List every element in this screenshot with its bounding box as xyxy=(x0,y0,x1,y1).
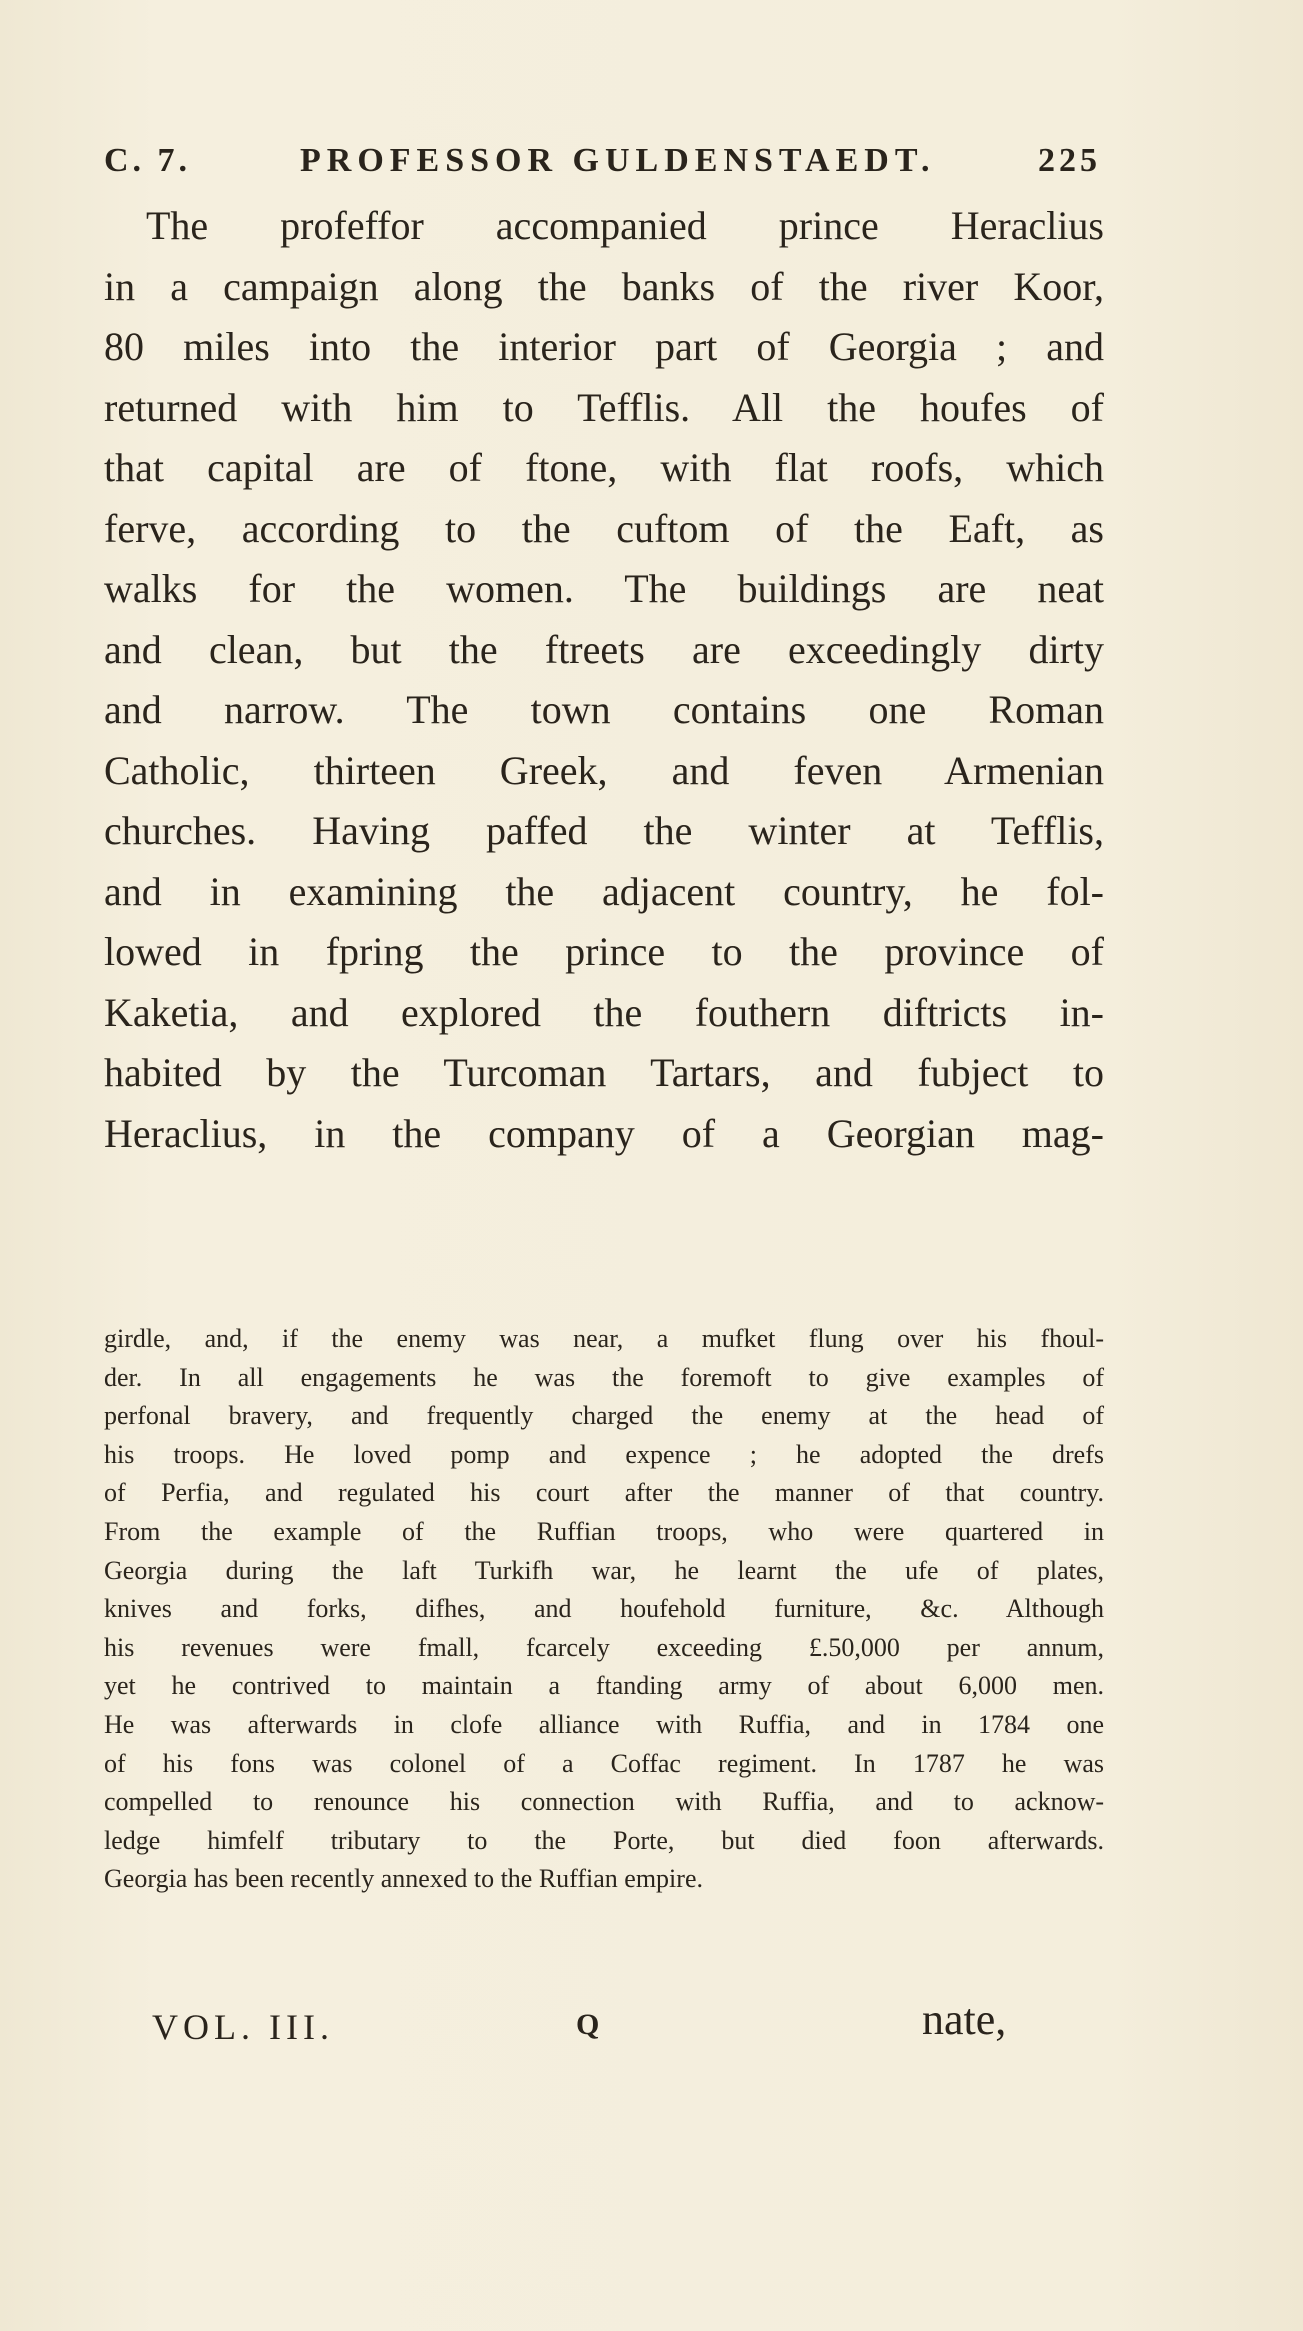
text-line: lowed in fpring the prince to the province of xyxy=(104,929,1104,974)
footnote-line: his troops. He loved pomp and expence ; he adopted the drefs xyxy=(104,1439,1104,1469)
text-line: Catholic, thirteen Greek, and feven Armenian xyxy=(104,747,1104,793)
footnote-line: He was afterwards in clofe alliance with Ruffia, and in 1784 one xyxy=(104,1709,1104,1739)
text-line: habited by the Turcoman Tartars, and fubject to xyxy=(104,1050,1104,1095)
text-line: ferve, according to the cuftom of the Eaft, as xyxy=(104,505,1104,551)
footnote-line: Georgia has been recently annexed to the Ruffian empire. xyxy=(104,1864,703,1894)
volume-label: VOL. III. xyxy=(152,2007,334,2047)
text-line: and narrow. The town contains one Roman xyxy=(104,687,1104,732)
text-line: returned with him to Tefflis. All the houfes of xyxy=(104,384,1104,430)
footnote-line: ledge himfelf tributary to the Porte, but died foon afterwards. xyxy=(104,1825,1104,1855)
footnote-line: perfonal bravery, and frequently charged the enemy at the head of xyxy=(104,1401,1104,1431)
catchword: nate, xyxy=(922,1995,1007,2044)
text-line: in a campaign along the banks of the river Koor, xyxy=(104,263,1104,309)
text-line: and clean, but the ftreets are exceedingly dirty xyxy=(104,626,1104,672)
footnote-line: From the example of the Ruffian troops, who were quartered in xyxy=(104,1516,1104,1546)
text-line: 80 miles into the interior part of Georgia ; and xyxy=(104,324,1104,369)
text-line: Kaketia, and explored the fouthern diftricts in- xyxy=(104,989,1104,1035)
footnote-line: knives and forks, difhes, and houfehold furniture, &c. Although xyxy=(104,1594,1104,1624)
footnote-line: girdle, and, if the enemy was near, a mufket flung over his fhoul- xyxy=(104,1324,1104,1353)
chapter-number: C. 7. xyxy=(104,142,192,179)
footnote-line: of his fons was colonel of a Coffac regiment. In 1787 he was xyxy=(104,1748,1104,1778)
page-footer xyxy=(104,1990,1104,2050)
text-line: that capital are of ftone, with flat roofs, which xyxy=(104,445,1104,490)
text-line: churches. Having paffed the winter at Tefflis, xyxy=(104,808,1104,853)
running-title: PROFESSOR GULDENSTAEDT. xyxy=(300,142,936,179)
footnote-line: his revenues were fmall, fcarcely exceeding £.50,000 per annum, xyxy=(104,1632,1104,1662)
main-text xyxy=(104,196,1104,1164)
text-line: Heraclius, in the company of a Georgian mag- xyxy=(104,1110,1104,1156)
footnote-line: of Perfia, and regulated his court after the manner of that country. xyxy=(104,1478,1104,1508)
footnote-line: compelled to renounce his connection with Ruffia, and to acknow- xyxy=(104,1787,1104,1817)
text-line: walks for the women. The buildings are neat xyxy=(104,566,1104,611)
footnote xyxy=(104,1320,1104,1899)
text-line: and in examining the adjacent country, he fol- xyxy=(104,868,1104,914)
footnote-line: Georgia during the laft Turkifh war, he learnt the ufe of plates, xyxy=(104,1555,1104,1585)
running-header xyxy=(104,128,1104,188)
footnote-line: der. In all engagements he was the foremoft to give examples of xyxy=(104,1362,1104,1392)
footnote-line: yet he contrived to maintain a ftanding army of about 6,000 men. xyxy=(104,1671,1104,1701)
text-line: The profeffor accompanied prince Heraclius xyxy=(146,203,1104,248)
signature-mark: Q xyxy=(576,2008,600,2041)
page-number: 225 xyxy=(1038,142,1101,179)
